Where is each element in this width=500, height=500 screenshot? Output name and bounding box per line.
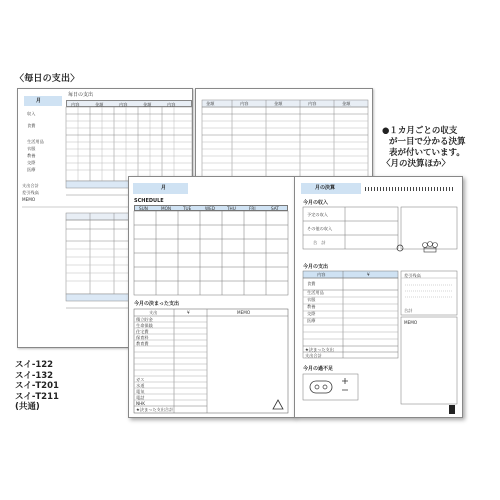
list-item: 教育費: [136, 341, 149, 346]
weekday-wed: WED: [205, 206, 216, 211]
income-row-other: その他の収入: [307, 226, 333, 231]
fixed-col-expense: 支出: [149, 310, 158, 315]
smile-icon: [396, 244, 404, 252]
list-item: 電気: [136, 389, 145, 394]
expense-col-content: 内容: [317, 272, 326, 277]
model-code: (共通): [15, 402, 40, 412]
schedule-label: SCHEDULE: [134, 198, 164, 204]
list-item: 積立貯金: [136, 317, 153, 322]
income-row-total: 合 計: [313, 240, 326, 245]
weekday-tue: TUE: [183, 206, 192, 211]
note-line: 〈月の決算ほか〉: [382, 159, 451, 169]
month-tab: 月: [133, 183, 188, 194]
note-line: が一目で分かる決算: [389, 137, 466, 147]
corner-mark-icon: [447, 403, 457, 415]
list-item: 教養: [307, 304, 316, 309]
front-right-page: [294, 176, 463, 418]
income-title: 今月の収入: [303, 200, 329, 206]
row-label-total: 支出合計: [22, 183, 39, 188]
fixed-expense-row: ★決まった支出: [305, 347, 334, 352]
plus-minus-icon: [339, 377, 353, 395]
section-heading: 〈毎日の支出〉: [15, 74, 80, 84]
fixed-expense-title: 今月の決まった支出: [134, 301, 180, 307]
list-item: 保育料: [136, 335, 149, 340]
note-line: ●１カ月ごとの収支: [382, 126, 458, 136]
list-item: 住宅費: [136, 329, 149, 334]
weekday-fri: FRI: [249, 206, 256, 211]
model-code: スイ-T201: [15, 381, 59, 391]
expense-title: 今月の支出: [303, 264, 329, 270]
model-code: スイ-122: [15, 360, 54, 370]
row-label-social: 交際: [27, 160, 36, 165]
weekday-mon: MON: [161, 206, 172, 211]
model-codes: [15, 360, 59, 413]
model-code: スイ-T211: [15, 391, 59, 402]
row-label-daily-goods: 生活用品: [27, 139, 44, 144]
piggy-icon: [309, 380, 333, 394]
recycle-icon: [272, 399, 284, 410]
model-code: スイ-132: [15, 370, 54, 381]
month-tab: 月: [24, 96, 62, 106]
fixed-col-memo: MEMO: [237, 310, 251, 315]
list-item: 医療: [307, 318, 316, 323]
col-header: 内容: [240, 101, 249, 106]
note-line: 表が付いています。: [389, 148, 465, 158]
list-item: 生活用品: [307, 290, 324, 295]
weekday-sat: SAT: [271, 206, 279, 211]
feature-note: [382, 126, 494, 170]
col-header: 内容: [308, 101, 317, 106]
expense-col-yen: ¥: [367, 272, 370, 277]
memo-label: MEMO: [404, 320, 418, 325]
row-label-medical: 医療: [27, 167, 36, 172]
col-header: 金額: [274, 101, 283, 106]
back-right-page: [195, 88, 373, 188]
row-label-memo: MEMO: [22, 197, 36, 202]
settlement-tab: 月の決算: [301, 183, 361, 194]
list-item: 交際: [307, 311, 316, 316]
row-label-clothes: 衣服: [27, 146, 36, 151]
income-row-planned: 予定の収入: [307, 212, 328, 217]
list-item: 生命保険: [136, 323, 153, 328]
expense-list: [307, 281, 341, 325]
list-item: 衣服: [307, 297, 316, 302]
weekday-thu: THU: [227, 206, 236, 211]
list-item: 食費: [307, 281, 316, 286]
balance-side-label: 差引残高: [404, 273, 421, 278]
balance-title: 今月の過不足: [303, 366, 334, 372]
front-left-page: [128, 176, 295, 418]
list-item: 水道: [136, 383, 145, 388]
fixed-expense-list: [136, 317, 174, 407]
expense-total-row: 支出合計: [305, 353, 322, 358]
col-header-row: 内容 金額 内容 金額 内容: [66, 100, 192, 107]
row-label-balance: 差引残高: [22, 190, 39, 195]
row-label-income: 収入: [27, 111, 36, 116]
daily-expense-title: 毎日の支出: [68, 92, 94, 98]
list-item: 電話: [136, 395, 145, 400]
list-item: NHK: [136, 401, 146, 406]
flower-icon: [420, 241, 440, 253]
sum-side-label: 合計: [404, 308, 413, 313]
weekday-sun: SUN: [139, 206, 148, 211]
list-item: ガス: [136, 377, 145, 382]
fixed-col-yen: ¥: [187, 310, 190, 315]
row-label-culture: 教養: [27, 153, 36, 158]
col-header: 金額: [342, 101, 351, 106]
col-header: 金額: [206, 101, 215, 106]
fixed-total-label: ★決まった支出合計: [136, 407, 174, 412]
row-label-food: 食費: [27, 123, 36, 128]
